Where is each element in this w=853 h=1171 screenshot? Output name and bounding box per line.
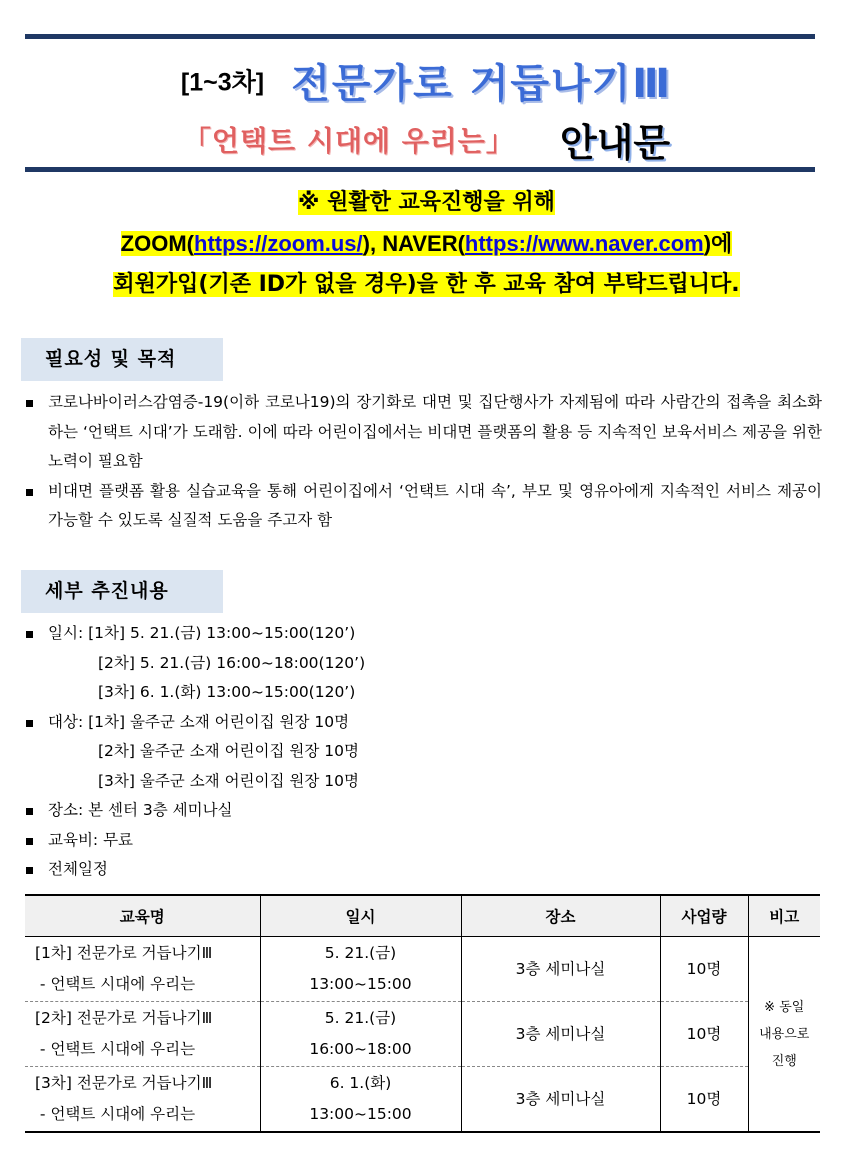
- course-time: 13:00~15:00: [309, 1105, 412, 1123]
- page-title: 전문가로 거듭나기Ⅲ: [291, 61, 673, 107]
- notice-line-3: [0, 267, 853, 298]
- table-header-row: [25, 895, 820, 937]
- title-prefix: [1~3차]: [180, 68, 265, 97]
- course-name: [3차] 전문가로 거듭나기Ⅲ: [35, 1074, 213, 1092]
- col-header-note: 비고: [748, 895, 820, 937]
- subtitle-line: [0, 112, 853, 167]
- details-date: 일시: [1차] 5. 21.(금) 13:00~15:00(120’): [22, 619, 822, 649]
- schedule-table: [25, 894, 820, 1133]
- note-line: 진행: [771, 1053, 797, 1069]
- zoom-label: ZOOM(: [120, 231, 194, 256]
- table-row: [25, 1002, 820, 1067]
- naver-label: ), NAVER(: [362, 231, 465, 256]
- col-header-qty: 사업량: [660, 895, 748, 937]
- notice-line-1: [0, 185, 853, 216]
- zoom-link[interactable]: https://zoom.us/: [194, 231, 363, 256]
- cell-name: [25, 1067, 260, 1133]
- col-header-date: 일시: [260, 895, 461, 937]
- note-line: 내용으로: [759, 1026, 810, 1042]
- course-subtitle: - 언택트 시대에 우리는: [35, 975, 196, 993]
- details-place: 장소: 본 센터 3층 세미나실: [22, 796, 822, 826]
- col-header-name: 교육명: [25, 895, 260, 937]
- cell-place: 3층 세미나실: [461, 1002, 660, 1067]
- section-heading-details: 세부 추진내용: [21, 570, 223, 613]
- cell-qty: 10명: [660, 1002, 748, 1067]
- cell-name: [25, 1002, 260, 1067]
- notice-label: 안내문: [559, 121, 671, 165]
- top-rule: [25, 34, 815, 39]
- cell-datetime: [260, 937, 461, 1002]
- details-date-2: [2차] 5. 21.(금) 16:00~18:00(120’): [98, 653, 366, 672]
- cell-place: 3층 세미나실: [461, 937, 660, 1002]
- section-heading-purpose: 필요성 및 목적: [21, 338, 223, 381]
- naver-link[interactable]: https://www.naver.com: [464, 231, 704, 256]
- course-date: 6. 1.(화): [329, 1074, 392, 1092]
- notice-line-3-text: 회원가입(기존 ID가 없을 경우)을 한 후 교육 참여 부탁드립니다.: [113, 272, 740, 297]
- paren-close: ): [703, 231, 712, 256]
- details-date-3: [3차] 6. 1.(화) 13:00~15:00(120’): [98, 683, 356, 701]
- course-time: 13:00~15:00: [309, 975, 412, 993]
- cell-name: [25, 937, 260, 1002]
- cell-datetime: [260, 1002, 461, 1067]
- cell-datetime: [260, 1067, 461, 1133]
- course-subtitle: - 언택트 시대에 우리는: [35, 1040, 196, 1058]
- col-header-place: 장소: [461, 895, 660, 937]
- course-name: [2차] 전문가로 거듭나기Ⅲ: [35, 1009, 213, 1027]
- purpose-item: 비대면 플랫폼 활용 실습교육을 통해 어린이집에서 ‘언택트 시대 속’, 부모 및 영유아에게 지속적인 서비스 제공이 가능할 수 있도록 실질적 도움을 주고자 함: [22, 477, 822, 536]
- cell-qty: 10명: [660, 937, 748, 1002]
- table-row: [25, 937, 820, 1002]
- course-date: 5. 21.(금): [324, 944, 397, 962]
- cell-note: [748, 937, 820, 1133]
- details-target-2: [2차] 울주군 소재 어린이집 원장 10명: [98, 742, 359, 760]
- course-name: [1차] 전문가로 거듭나기Ⅲ: [35, 944, 213, 962]
- page-subtitle: 「언택트 시대에 우리는」: [182, 124, 515, 158]
- course-subtitle: - 언택트 시대에 우리는: [35, 1105, 196, 1123]
- note-line: ※ 동일: [764, 999, 805, 1015]
- details-list: [22, 619, 822, 885]
- details-target-3: [3차] 울주군 소재 어린이집 원장 10명: [98, 771, 359, 790]
- details-schedule: 전체일정: [22, 855, 822, 885]
- particle: 에: [711, 232, 733, 257]
- course-date: 5. 21.(금): [324, 1009, 397, 1027]
- cell-place: 3층 세미나실: [461, 1067, 660, 1133]
- bottom-rule: [25, 167, 815, 172]
- course-time: 16:00~18:00: [309, 1040, 412, 1058]
- details-target: 대상: [1차] 울주군 소재 어린이집 원장 10명: [22, 708, 822, 738]
- table-row: [25, 1067, 820, 1133]
- notice-line-2: [0, 227, 853, 258]
- cell-qty: 10명: [660, 1067, 748, 1133]
- notice-line-1-text: ※ 원활한 교육진행을 위해: [298, 190, 555, 215]
- details-fee: 교육비: 무료: [22, 826, 822, 856]
- purpose-item: 코로나바이러스감염증-19(이하 코로나19)의 장기화로 대면 및 집단행사가 자제됨에 따라 사람간의 접촉을 최소화하는 ‘언택트 시대’가 도래함. 이에 따라 어린이집에서는 비대면 플랫폼의 활용 등 지속적인 보육서비스 제공을 위한 노력이 필요함: [22, 388, 822, 477]
- purpose-list: [22, 388, 822, 536]
- title-line: [0, 52, 853, 109]
